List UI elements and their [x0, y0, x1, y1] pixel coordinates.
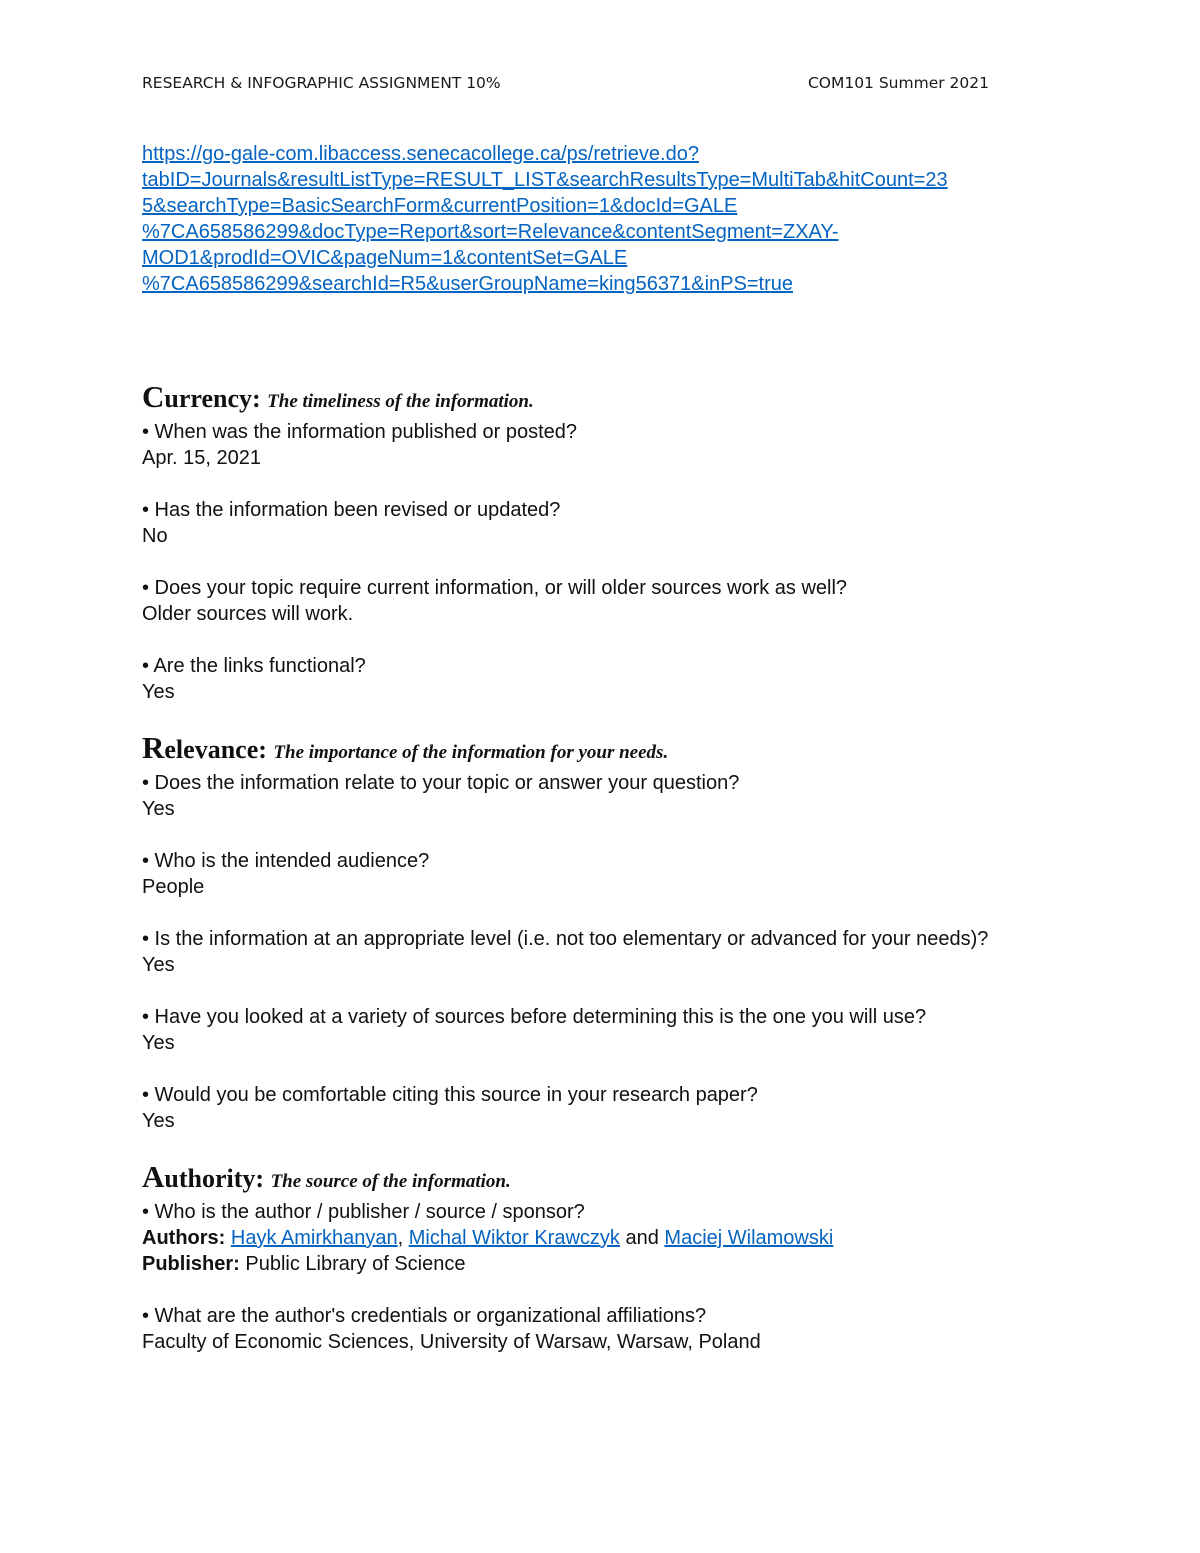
- question: • Does your topic require current information, or will older sources work as well?: [142, 577, 848, 599]
- publisher-label: Publisher:: [142, 1253, 240, 1275]
- currency-section: [142, 380, 1042, 705]
- answer: Apr. 15, 2021: [142, 447, 261, 469]
- qa-item: [142, 653, 1042, 705]
- publisher-line: [142, 1251, 1042, 1277]
- authority-heading: Authority: The source of the information.: [142, 1159, 511, 1194]
- authority-section: [142, 1160, 1042, 1355]
- qa-item: [142, 1199, 1042, 1277]
- url-line[interactable]: %7CA658586299&docType=Report&sort=Relevance&contentSegment=ZXAY-: [142, 221, 839, 243]
- url-line[interactable]: MOD1&prodId=OVIC&pageNum=1&contentSet=GALE: [142, 247, 628, 269]
- source-url[interactable]: [142, 141, 1062, 297]
- url-line[interactable]: 5&searchType=BasicSearchForm&currentPosition=1&docId=GALE: [142, 195, 738, 217]
- qa-item: [142, 1004, 1042, 1056]
- author-link-2[interactable]: Michal Wiktor Krawczyk: [408, 1227, 620, 1249]
- author-link-3[interactable]: Maciej Wilamowski: [664, 1227, 834, 1249]
- url-line[interactable]: %7CA658586299&searchId=R5&userGroupName=king56371&inPS=true: [142, 273, 793, 295]
- qa-item: [142, 926, 1042, 978]
- url-line[interactable]: https://go-gale-com.libaccess.senecacollege.ca/ps/retrieve.do?: [142, 143, 699, 165]
- question: • Would you be comfortable citing this source in your research paper?: [142, 1084, 758, 1106]
- qa-item: [142, 575, 1042, 627]
- answer: Yes: [142, 1110, 175, 1132]
- author-link-1[interactable]: Hayk Amirkhanyan: [230, 1227, 398, 1249]
- authors-label: Authors:: [142, 1227, 226, 1249]
- answer: Older sources will work.: [142, 603, 354, 625]
- relevance-heading: Relevance: The importance of the information for your needs.: [142, 730, 669, 765]
- question: • Who is the author / publisher / source / sponsor?: [142, 1201, 585, 1223]
- qa-item: [142, 848, 1042, 900]
- question: • Are the links functional?: [142, 655, 366, 677]
- authority-description: The source of the information.: [270, 1171, 511, 1192]
- answer: Yes: [142, 1032, 175, 1054]
- header-assignment-title: RESEARCH & INFOGRAPHIC ASSIGNMENT 10%: [142, 74, 501, 92]
- url-line[interactable]: tabID=Journals&resultListType=RESULT_LIST&searchResultsType=MultiTab&hitCount=23: [142, 169, 948, 191]
- answer: Yes: [142, 954, 175, 976]
- relevance-section: [142, 731, 1042, 1134]
- publisher-value: Public Library of Science: [245, 1253, 466, 1275]
- currency-heading: Currency: The timeliness of the information.: [142, 379, 534, 414]
- qa-item: [142, 1082, 1042, 1134]
- question: • Have you looked at a variety of sources before determining this is the one you will use?: [142, 1006, 927, 1028]
- answer: No: [142, 525, 168, 547]
- currency-description: The timeliness of the information.: [267, 391, 534, 412]
- answer: Yes: [142, 798, 175, 820]
- question: • Who is the intended audience?: [142, 850, 430, 872]
- header-course: COM101 Summer 2021: [807, 74, 989, 92]
- qa-item: [142, 419, 1042, 471]
- qa-item: [142, 497, 1042, 549]
- answer: Faculty of Economic Sciences, University of Warsaw, Warsaw, Poland: [142, 1331, 761, 1353]
- question: • When was the information published or posted?: [142, 421, 578, 443]
- question: • Has the information been revised or updated?: [142, 499, 561, 521]
- question: • What are the author's credentials or organizational affiliations?: [142, 1305, 707, 1327]
- answer: People: [142, 876, 205, 898]
- question: • Is the information at an appropriate level (i.e. not too elementary or advanced for your needs)?: [142, 928, 989, 950]
- qa-item: [142, 1303, 1042, 1355]
- relevance-description: The importance of the information for your needs.: [273, 742, 669, 763]
- authors-line: Authors: Hayk Amirkhanyan, Michal Wiktor Krawczyk and Maciej Wilamowski: [142, 1227, 834, 1249]
- craap-evaluation: [142, 380, 1042, 1381]
- question: • Does the information relate to your topic or answer your question?: [142, 772, 740, 794]
- answer: Yes: [142, 681, 175, 703]
- page-header: [142, 74, 989, 98]
- qa-item: [142, 770, 1042, 822]
